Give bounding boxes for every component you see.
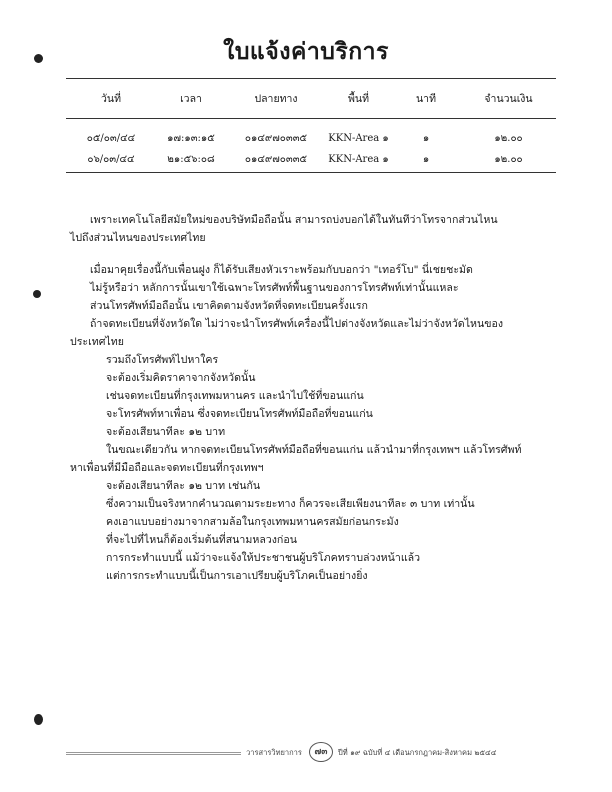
paragraph-line: เมื่อมาคุยเรื่องนี้กับเพื่อนฝูง ก็ได้รับเสียงหัวเราะพร้อมกับบอกว่า "เทอร์โบ" นี่เชยชะมัด: [90, 264, 473, 276]
cell-time: ๒๑:๕๖:๐๘: [167, 154, 215, 165]
paragraph-line: ไปถึงส่วนไหนของประเทศไทย: [70, 232, 206, 244]
paragraph-gap: [90, 247, 560, 261]
paragraph-line: เพราะเทคโนโลยีสมัยใหม่ของบริษัทมือถือนั้น สามารถบ่งบอกได้ในทันทีว่าโทรจากส่วนไหน: [90, 214, 498, 226]
cell-amount: ๑๒.๐๐: [494, 154, 523, 165]
header-date: วันที่: [101, 93, 121, 105]
paragraph-line: จะต้องเสียนาทีละ ๑๒ บาท เช่นกัน: [106, 480, 261, 492]
table-row: [66, 152, 556, 166]
paragraph-line: ถ้าจดทะเบียนที่จังหวัดใด ไม่ว่าจะนำโทรศัพท์เครื่องนี้ไปต่างจังหวัดและไม่ว่าจังหวัดไหนของ: [90, 318, 504, 330]
paragraph-line: การกระทำแบบนี้ แม้ว่าจะแจ้งให้ประชาชนผู้บริโภคทราบล่วงหน้าแล้ว: [106, 552, 421, 564]
cell-area: KKN-Area ๑: [328, 133, 389, 144]
table-header-rule: [66, 118, 556, 119]
cell-date: ๐๕/๐๓/๔๔: [86, 133, 136, 144]
cell-destination: ๐๑๔๙๗๐๓๓๕: [244, 154, 308, 165]
page-number: ๗๓: [309, 742, 333, 762]
cell-area: KKN-Area ๑: [328, 154, 389, 165]
paragraph-line: ประเทศไทย: [70, 336, 124, 348]
header-area: พื้นที่: [347, 93, 370, 105]
table-header: [66, 90, 556, 104]
paragraph-line: หาเพื่อนที่มีมือถือและจดทะเบียนที่กรุงเทพฯ: [70, 462, 264, 474]
cell-date: ๐๖/๐๓/๔๔: [87, 154, 135, 165]
header-time: เวลา: [180, 93, 202, 105]
header-amount: จำนวนเงิน: [484, 93, 533, 105]
paragraph-line: ไม่รู้หรือว่า หลักการนั้นเขาใช้เฉพาะโทรศัพท์พื้นฐานของการโทรศัพท์เท่านั้นแหละ: [90, 282, 459, 294]
footer-rule-left: [66, 752, 241, 755]
binder-hole-mark: [33, 290, 41, 298]
table-top-rule: [66, 78, 556, 79]
table-row: [66, 131, 556, 145]
paragraph-line: จะโทรศัพท์หาเพื่อน ซึ่งจดทะเบียนโทรศัพท์มือถือที่ขอนแก่น: [106, 408, 373, 420]
cell-time: ๑๗:๑๓:๑๕: [167, 133, 215, 144]
cell-destination: ๐๑๔๙๗๐๓๓๕: [244, 133, 308, 144]
paragraph-line: คงเอาแบบอย่างมาจากสามล้อในกรุงเทพมหานครสมัยก่อนกระมัง: [106, 516, 399, 528]
page-title: ใบแจ้งค่าบริการ: [223, 38, 389, 65]
binder-hole-mark: [34, 714, 43, 725]
table-bottom-rule: [66, 172, 556, 173]
binder-hole-mark: [34, 54, 43, 63]
paragraph-line: ที่จะไปที่ไหนก็ต้องเริ่มต้นที่สนามหลวงก่อน: [106, 534, 297, 546]
paragraph-line: รวมถึงโทรศัพท์ไปหาใคร: [106, 354, 219, 366]
cell-amount: ๑๒.๐๐: [494, 133, 523, 144]
paragraph-line: จะต้องเสียนาทีละ ๑๒ บาท: [106, 426, 226, 438]
footer-publication: วารสารวิทยาการ: [246, 748, 302, 757]
article-body: [70, 211, 560, 585]
header-minutes: นาที: [416, 93, 436, 105]
paragraph-line: ส่วนโทรศัพท์มือถือนั้น เขาคิดตามจังหวัดที่จดทะเบียนครั้งแรก: [90, 300, 368, 312]
paragraph-line: ในขณะเดียวกัน หากจดทะเบียนโทรศัพท์มือถือที่ขอนแก่น แล้วนำมาที่กรุงเทพฯ แล้วโทรศัพท์: [106, 444, 522, 456]
paragraph-line: แต่การกระทำแบบนี้เป็นการเอาเปรียบผู้บริโภคเป็นอย่างยิ่ง: [106, 570, 368, 582]
footer-issue: ปีที่ ๑๙ ฉบับที่ ๔ เดือนกรกฎาคม-สิงหาคม ๒๕๔๔: [338, 748, 497, 757]
cell-minutes: ๑: [422, 133, 430, 144]
paragraph-line: เช่นจดทะเบียนที่กรุงเทพมหานคร และนำไปใช้ที่ขอนแก่น: [106, 390, 364, 402]
header-destination: ปลายทาง: [254, 93, 298, 105]
page-footer: [66, 742, 556, 762]
cell-minutes: ๑: [422, 154, 430, 165]
paragraph-line: ซึ่งความเป็นจริงหากคำนวณตามระยะทาง ก็ควรจะเสียเพียงนาทีละ ๓ บาท เท่านั้น: [106, 498, 475, 510]
paragraph-line: จะต้องเริ่มคิดราคาจากจังหวัดนั้น: [106, 372, 256, 384]
